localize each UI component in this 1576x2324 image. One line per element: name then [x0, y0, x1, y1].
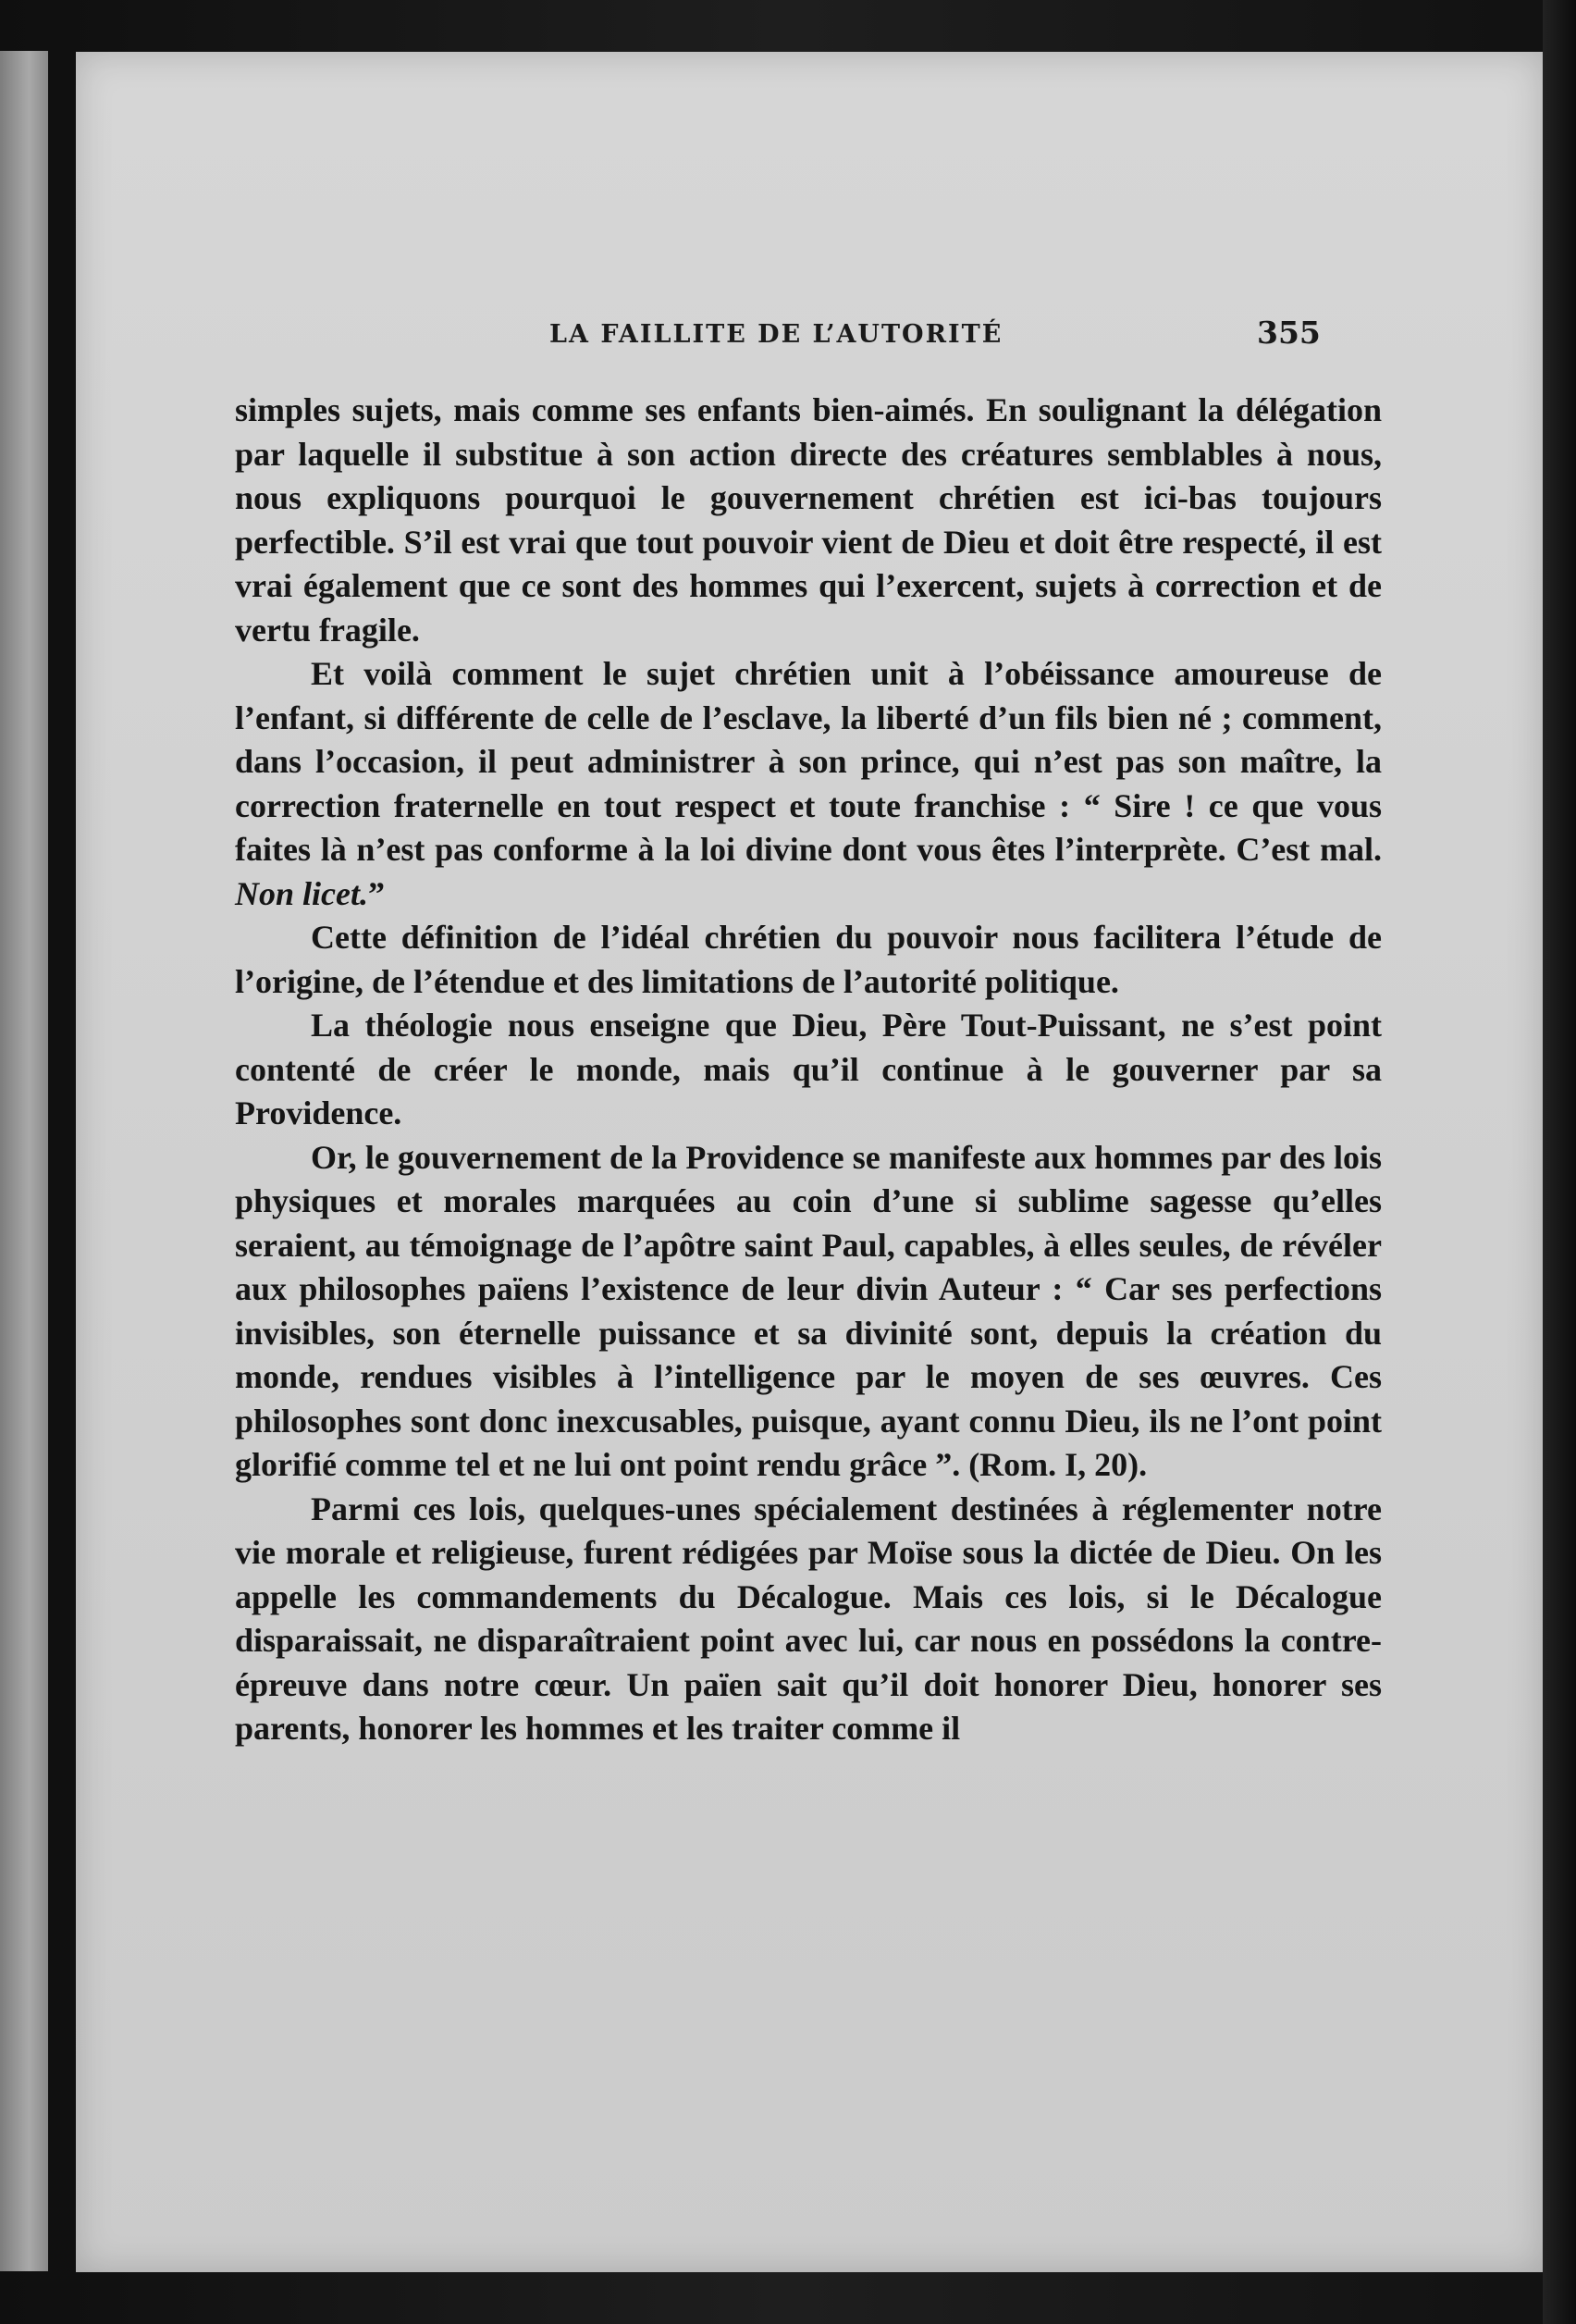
paragraph: [235, 1004, 1382, 1136]
scan-right-edge: [1543, 0, 1576, 2324]
running-head: [76, 315, 1543, 357]
page-number: 355: [1257, 315, 1321, 351]
text-run: Or, le gouvernement de la Providence se manifeste aux hommes par des lois physiques et morales marquées au coin d’une si sublime sagesse qu’elles seraient, au témoignage de l’apôtre saint Paul, capables, à elles seules, de révéler aux philosophes païens l’existence de leur divin Auteur : “ Car ses perfections invisibles, son éternelle puissance et sa divinité sont, depuis la création du monde, rendues visibles à l’intelligence par le moyen de ses œuvres. Ces philosophes sont donc inexcusables, puisque, ayant connu Dieu, ils ne l’ont point glorifié comme tel et ne lui ont point rendu grâce ”. (Rom. I, 20).: [235, 1138, 1382, 1483]
paragraph: [235, 916, 1382, 1004]
text-run: Parmi ces lois, quelques-unes spécialement destinées à réglementer notre vie morale et religieuse, furent rédigées par Moïse sous la dictée de Dieu. On les appelle les commandements du Décalogue. Mais ces lois, si le Décalogue disparaissait, ne disparaîtraient point avec lui, car nous en possédons la contre-épreuve dans notre cœur. Un païen sait qu’il doit honorer Dieu, honorer ses parents, honorer les hommes et les traiter comme il: [235, 1490, 1382, 1747]
paragraph: [235, 389, 1382, 652]
book-binding-gutter: [48, 37, 76, 2294]
text-run: simples sujets, mais comme ses enfants bien-aimés. En soulignant la délégation par laquelle il substitue à son action directe des créatures semblables à nous, nous expliquons pourquoi le gouvernement chrétien est ici-bas toujours perfectible. S’il est vrai que tout pouvoir vient de Dieu et doit être respecté, il est vrai également que ce sont des hommes qui l’exercent, sujets à correction et de vertu fragile.: [235, 391, 1382, 649]
paragraph: [235, 1136, 1382, 1488]
paragraph: [235, 1488, 1382, 1751]
book-page: [76, 52, 1543, 2272]
text-run: ”: [367, 874, 385, 912]
body-text: [235, 389, 1382, 1751]
text-run: Et voilà comment le sujet chrétien unit à l’obéissance amoureuse de l’enfant, si différente de celle de l’esclave, la liberté d’un fils bien né ; comment, dans l’occasion, il peut administrer à son prince, qui n’est pas son maître, la correction fraternelle en tout respect et toute franchise : “ Sire ! ce que vous faites là n’est pas conforme à la loi divine dont vous êtes l’interprète. C’est mal.: [235, 655, 1382, 868]
running-title: LA FAILLITE DE L’AUTORITÉ: [549, 320, 1003, 349]
italic-phrase: Non licet.: [235, 874, 368, 912]
paragraph: [235, 652, 1382, 916]
text-run: La théologie nous enseigne que Dieu, Père Tout-Puissant, ne s’est point contenté de créer le monde, mais qu’il continue à le gouverner par sa Providence.: [235, 1007, 1382, 1131]
text-run: Cette définition de l’idéal chrétien du pouvoir nous facilitera l’étude de l’origine, de l’étendue et des limitations de l’autorité politique.: [235, 919, 1382, 1000]
previous-page-edge: [0, 51, 48, 2271]
